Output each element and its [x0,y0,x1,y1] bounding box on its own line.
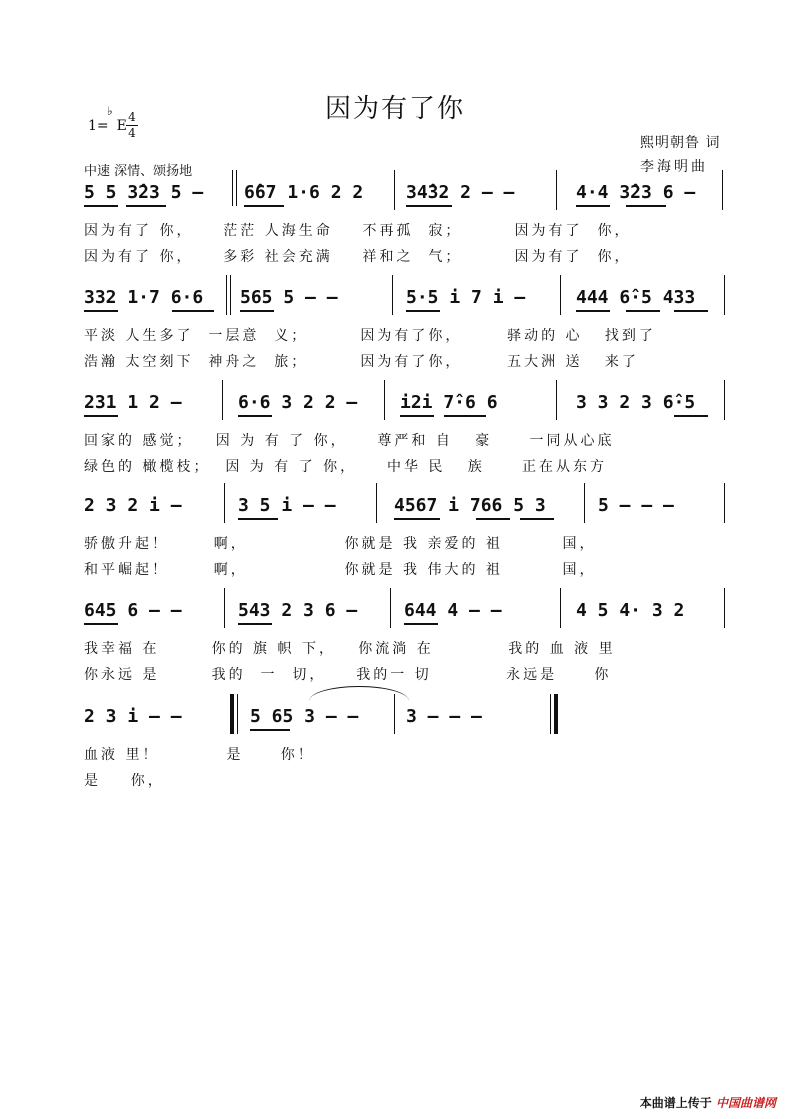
composer-credit: 李海明曲 [640,159,708,175]
bar-line [226,275,227,315]
underline [476,518,510,520]
score-system-5 [84,598,724,683]
bar-line [724,483,725,523]
underline [250,729,290,731]
measure: 4·4 3̂23 6 – [576,182,696,203]
measure: 5 65 3 – – [250,706,359,727]
underline [674,415,708,417]
measure: 2 3 i – – [84,706,182,727]
key-signature [88,104,136,140]
bar-line [724,380,725,420]
measure: 231 1 2 – [84,392,182,413]
time-beats: 4 [126,110,138,126]
underline [626,310,660,312]
measure: 4567 i 766 5 3 [394,495,546,516]
lyric-line: 平淡 人生多了 一层意 义； 因为有了你， 驿动的 心 找到了 [84,328,656,344]
lyric-line: 血液 里！ 是 你！ [84,747,315,763]
measure: 644 4 – – [404,600,502,621]
measure: 645 6 – – [84,600,182,621]
measure: 3 3 2 3 6̂·5 [576,392,696,413]
lyric-line: 我幸福 在 你的 旗 帜 下， 你流淌 在 我的 血 液 里 [84,641,616,657]
underline [84,310,118,312]
final-bar-line [554,694,558,734]
bar-line [556,380,557,420]
bar-line [230,275,231,315]
footer-credit [640,1094,776,1111]
score-system-2 [84,285,724,370]
underline [406,205,452,207]
underline [444,415,486,417]
measure: 3 – – – [406,706,482,727]
lyric-line: 和平崛起！ 啊， 你就是 我 伟大的 祖 国， [84,562,597,578]
bar-line [224,588,225,628]
bar-line [390,588,391,628]
measure: 565 5 – – [240,287,338,308]
lyric-line: 是 你， [84,773,165,789]
underline [240,310,274,312]
bar-line [384,380,385,420]
measure: 5 – – – [598,495,674,516]
measure: 543 2 3 6 – [238,600,358,621]
tempo-marking: 中速 深情、颂扬地 [84,164,193,179]
key-prefix: 1= [88,118,109,134]
time-unit: 4 [128,126,136,140]
bar-line [394,694,395,734]
bar-line [560,275,561,315]
underline [126,205,166,207]
underline [400,415,434,417]
score-system-6 [84,704,724,789]
bar-line [232,170,233,206]
bar-line [560,588,561,628]
measure: 444 6̂·5 433 [576,287,696,308]
bar-line [376,483,377,523]
bar-line [724,275,725,315]
measure: i2i 7̂·6 6 [400,392,498,413]
underline [406,310,440,312]
song-title: 因为有了你 [324,94,465,124]
underline [172,310,214,312]
lyric-line: 绿色的 橄榄枝； 因 为 有 了 你， 中华 民 族 正在从东方 [84,459,608,475]
underline [244,205,284,207]
underline [520,518,554,520]
lyric-line: 因为有了 你， 多彩 社会充满 祥和之 气； 因为有了 你， [84,249,632,265]
measure: 4 5 4· 3 2 [576,600,685,621]
bar-line [222,380,223,420]
bar-line [724,588,725,628]
score-system-4 [84,493,724,578]
underline [674,310,708,312]
bar-line [722,170,723,210]
bar-line [550,694,551,734]
underline [84,623,118,625]
bar-line [224,483,225,523]
footer-text: 本曲谱上传于 [639,1096,712,1110]
underline [626,205,666,207]
measure: 2 3 2 i – [84,495,182,516]
bar-line [237,694,238,734]
flat-symbol: ♭ [107,104,113,118]
underline [238,623,272,625]
underline [238,518,278,520]
measure: 6·6 3 2 2 – [238,392,358,413]
measure: 5 5 3̂23 5 – [84,182,204,203]
lyric-line: 浩瀚 太空刻下 神舟之 旅； 因为有了你， 五大洲 送 来了 [84,354,639,370]
underline [394,518,440,520]
time-signature [126,110,138,141]
underline [238,415,272,417]
measure: 5·5 i 7 i – [406,287,526,308]
key-note: E [116,118,127,134]
measure: 34̂32 2 – – [406,182,515,203]
underline [576,205,610,207]
underline [84,415,118,417]
lyric-line: 回家的 感觉； 因 为 有 了 你， 尊严和 自 豪 一同从心底 [84,433,615,449]
underline [84,205,118,207]
site-logo[interactable]: 中国曲谱网 [715,1096,776,1110]
bar-line [394,170,395,210]
score-system-3 [84,390,724,475]
lyric-line: 骄傲升起！ 啊， 你就是 我 亲爱的 祖 国， [84,536,597,552]
score-system-1 [84,180,724,265]
lyric-line: 因为有了 你， 茫茫 人海生命 不再孤 寂； 因为有了 你， [84,223,632,239]
repeat-bar-line [230,694,234,734]
bar-line [584,483,585,523]
lyric-line: 你永远 是 我的 一 切， 我的一 切 永远是 你 [84,667,612,683]
measure: 6̂67 1·6 2 2 [244,182,364,203]
underline [576,310,610,312]
underline [404,623,438,625]
bar-line [556,170,557,210]
measure: 332 1·7 6·6 [84,287,204,308]
measure: 3 5 i – – [238,495,336,516]
bar-line [236,170,237,206]
lyricist-credit: 熙明朝鲁 词 [640,135,721,151]
bar-line [392,275,393,315]
